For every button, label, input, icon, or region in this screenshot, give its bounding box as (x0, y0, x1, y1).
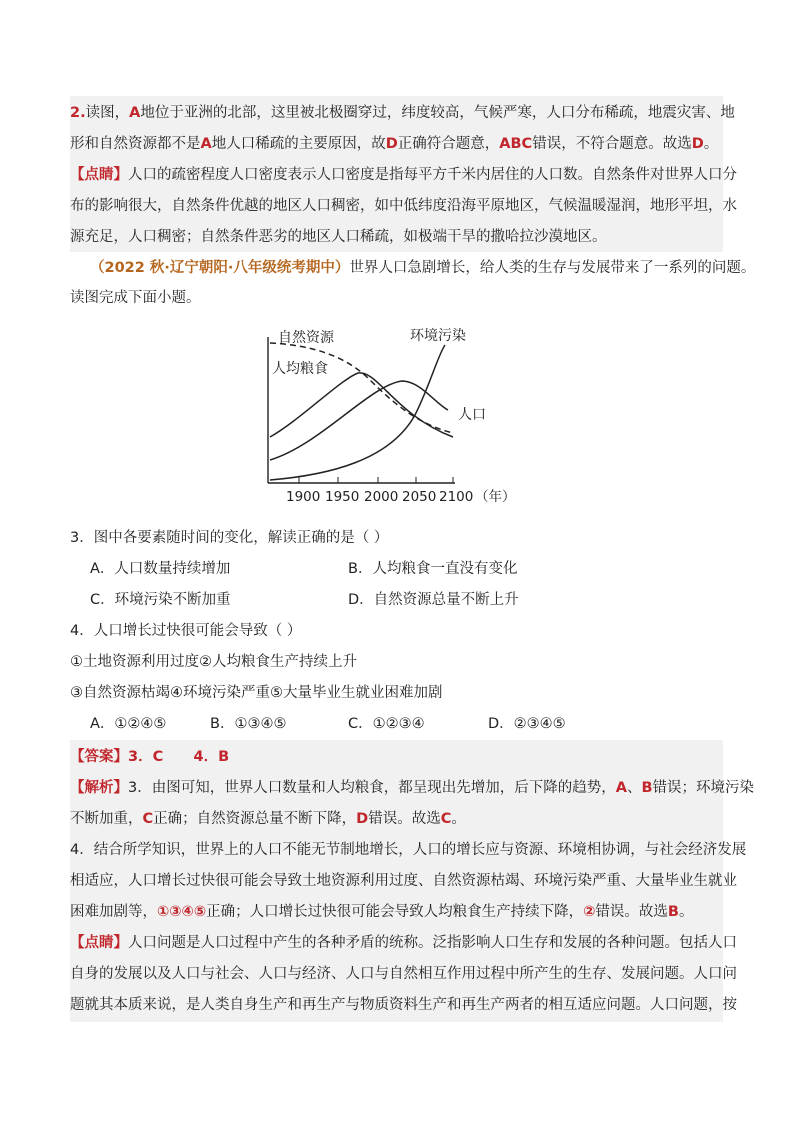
intro-line1: （2022 秋·辽宁朝阳·八年级统考期中）世界人口急剧增长，给人类的生存与发展带来了一系列的问题。 (90, 260, 756, 276)
q2-explain-line2: 形和自然资源都不是A地人口稀疏的主要原因，故D正确符合题意，ABC错误，不符合题意。故选D。 (70, 136, 719, 152)
label-population: 人口 (458, 407, 486, 423)
q4-stem: 4．人口增长过快很可能会导致（ ） (70, 623, 302, 639)
label-food: 人均粮食 (272, 361, 328, 377)
answer-line: 【答案】3．C 4．B (70, 749, 230, 765)
x-label-1900: 1900 (286, 489, 321, 505)
point2-line3: 题就其本质来说，是人类自身生产和再生产与物质资料生产和再生产两者的相互适应问题。人口问题，按 (70, 997, 737, 1013)
q3-option-c[interactable]: C．环境污染不断加重 (90, 592, 231, 608)
x-label-2050: 2050 (402, 489, 437, 505)
label-resources: 自然资源 (278, 330, 334, 346)
q3-stem: 3．图中各要素随时间的变化，解读正确的是（ ） (70, 530, 389, 546)
x-label-1950: 1950 (325, 489, 360, 505)
q2-point-line2: 布的影响很大，自然条件优越的地区人口稠密，如中低纬度沿海平原地区，气候温暖湿润，地形平坦，水 (70, 198, 737, 214)
analysis-line5: 困难加剧等，①③④⑤正确；人口增长过快很可能会导致人均粮食生产持续下降，②错误。故选B。 (70, 904, 694, 920)
analysis-line2: 不断加重，C正确；自然资源总量不断下降，D错误。故选C。 (70, 811, 466, 827)
q3-option-b[interactable]: B．人均粮食一直没有变化 (348, 561, 518, 577)
q4-option-a[interactable]: A．①②④⑤ (90, 716, 167, 732)
x-label-2000: 2000 (364, 489, 399, 505)
x-label-2100: 2100 (439, 489, 474, 505)
food-curve (270, 373, 453, 437)
analysis-line3: 4．结合所学知识，世界上的人口不能无节制地增长，人口的增长应与资源、环境相协调，与社会经济发展 (70, 842, 747, 858)
q3-option-d[interactable]: D．自然资源总量不断上升 (348, 592, 519, 608)
q2-point-line3: 源充足，人口稠密；自然条件恶劣的地区人口稀疏，如极端干旱的撒哈拉沙漠地区。 (70, 229, 607, 245)
point2-line2: 自身的发展以及人口与社会、人口与经济、人口与自然相互作用过程中所产生的生存、发展问题。人口问 (70, 966, 737, 982)
analysis-line1: 【解析】3．由图可知，世界人口数量和人均粮食，都呈现出先增加，后下降的趋势，A、B错误；环境污染 (70, 780, 755, 796)
q4-option-c[interactable]: C．①②③④ (348, 716, 425, 732)
q3-option-a[interactable]: A．人口数量持续增加 (90, 561, 231, 577)
q4-items-line1: ①土地资源利用过度②人均粮食生产持续上升 (70, 654, 357, 670)
q2-point-line1: 【点睛】人口的疏密程度人口密度表示人口密度是指每平方千米内居住的人口数。自然条件对世界人口分 (70, 167, 737, 183)
resources-curve (270, 343, 453, 433)
q4-option-d[interactable]: D．②③④⑤ (488, 716, 566, 732)
label-pollution: 环境污染 (410, 328, 466, 344)
x-unit: （年） (475, 489, 516, 505)
q4-items-line2: ③自然资源枯竭④环境污染严重⑤大量毕业生就业困难加剧 (70, 685, 443, 701)
point2-line1: 【点睛】人口问题是人口过程中产生的各种矛盾的统称。泛指影响人口生存和发展的各种问题。包括人口 (70, 935, 737, 951)
q4-option-b[interactable]: B．①③④⑤ (210, 716, 287, 732)
population-chart (250, 325, 550, 505)
intro-line2: 读图完成下面小题。 (70, 290, 201, 306)
q2-explain-line1: 2.读图，A地位于亚洲的北部，这里被北极圈穿过，纬度较高，气候严寒，人口分布稀疏，地震灾害、地 (70, 105, 735, 121)
analysis-line4: 相适应，人口增长过快很可能会导致土地资源利用过度、自然资源枯竭、环境污染严重、大量毕业生就业 (70, 873, 737, 889)
